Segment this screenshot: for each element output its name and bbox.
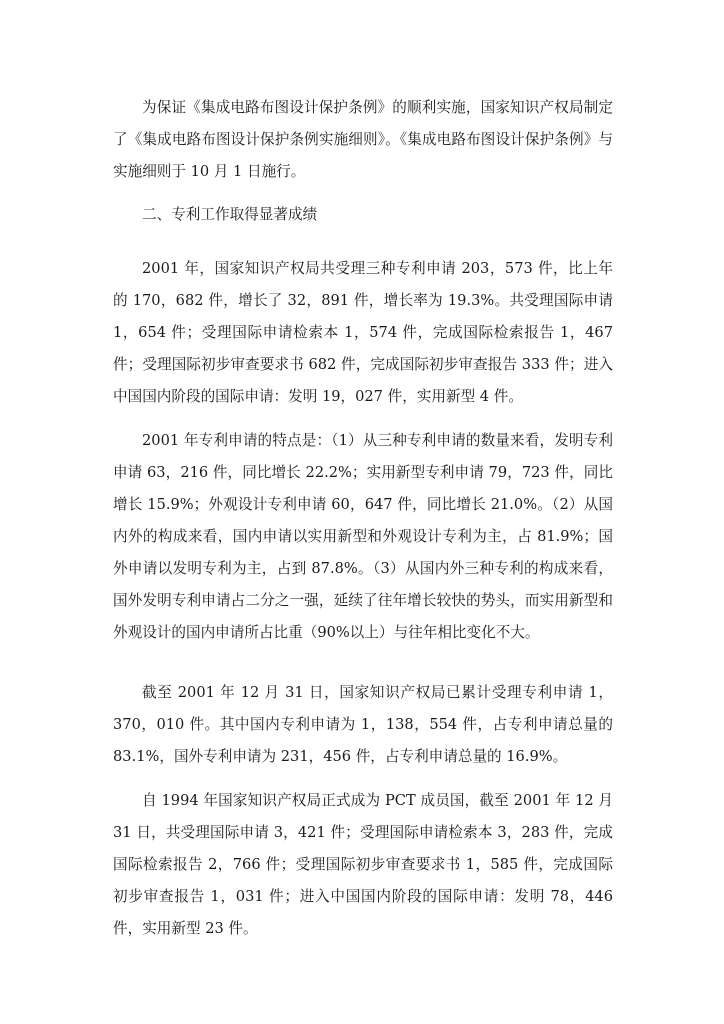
- paragraph-text: 为保证《集成电路布图设计保护条例》的顺利实施，国家知识产权局制定了《集成电路布图设计保护条例实施细则》。《集成电路布图设计保护条例》与实施细则于 10 月 1 日施行。: [113, 99, 613, 180]
- paragraph-cumulative-applications: [113, 677, 613, 773]
- paragraph-application-characteristics: [113, 425, 613, 649]
- paragraph-text: 自 1994 年国家知识产权局正式成为 PCT 成员国，截至 2001 年 12 月 31 日，共受理国际申请 3，421 件；受理国际申请检索本 3，283 件，完成国际检索报告 2，766 件；受理国际初步审查要求书 1，585 件，完成国际初步审查报告 1，031 件；进入中国国内阶段的国际申请：发明 78，446 件，实用新型 23 件。: [113, 792, 613, 937]
- paragraph-text: 2001 年专利申请的特点是：（1）从三种专利申请的数量来看，发明专利申请 63，216 件，同比增长 22.2%；实用新型专利申请 79，723 件，同比增长 15.9%；外观设计专利申请 60，647 件，同比增长 21.0%。（2）从国内外的构成来看，国内申请以实用新型和外观设计专利为主，占 81.9%；国外申请以发明专利为主，占到 87.8%。（3）从国内外三种专利的构成来看，国外发明专利申请占二分之一强，延续了往年增长较快的势头，而实用新型和外观设计的国内申请所占比重（90%以上）与往年相比变化不大。: [113, 432, 613, 641]
- paragraph-2001-patent-applications: [113, 253, 613, 413]
- paragraph-pct-applications: [113, 785, 613, 945]
- paragraph-text: 2001 年，国家知识产权局共受理三种专利申请 203，573 件，比上年的 170，682 件，增长了 32，891 件，增长率为 19.3%。共受理国际申请 1，654 件；受理国际申请检索本 1，574 件，完成国际检索报告 1，467 件；受理国际初步审查要求书 682 件，完成国际初步审查报告 333 件；进入中国国内阶段的国际申请：发明 19，027 件，实用新型 4 件。: [113, 260, 613, 405]
- section-heading-text: 二、专利工作取得显著成绩: [142, 206, 318, 223]
- paragraph-regulation-implementation: [113, 92, 613, 188]
- section-heading: [113, 199, 613, 231]
- paragraph-text: 截至 2001 年 12 月 31 日，国家知识产权局已累计受理专利申请 1，370，010 件。其中国内专利申请为 1，138，554 件，占专利申请总量的 83.1%，国外专利申请为 231，456 件，占专利申请总量的 16.9%。: [113, 684, 613, 765]
